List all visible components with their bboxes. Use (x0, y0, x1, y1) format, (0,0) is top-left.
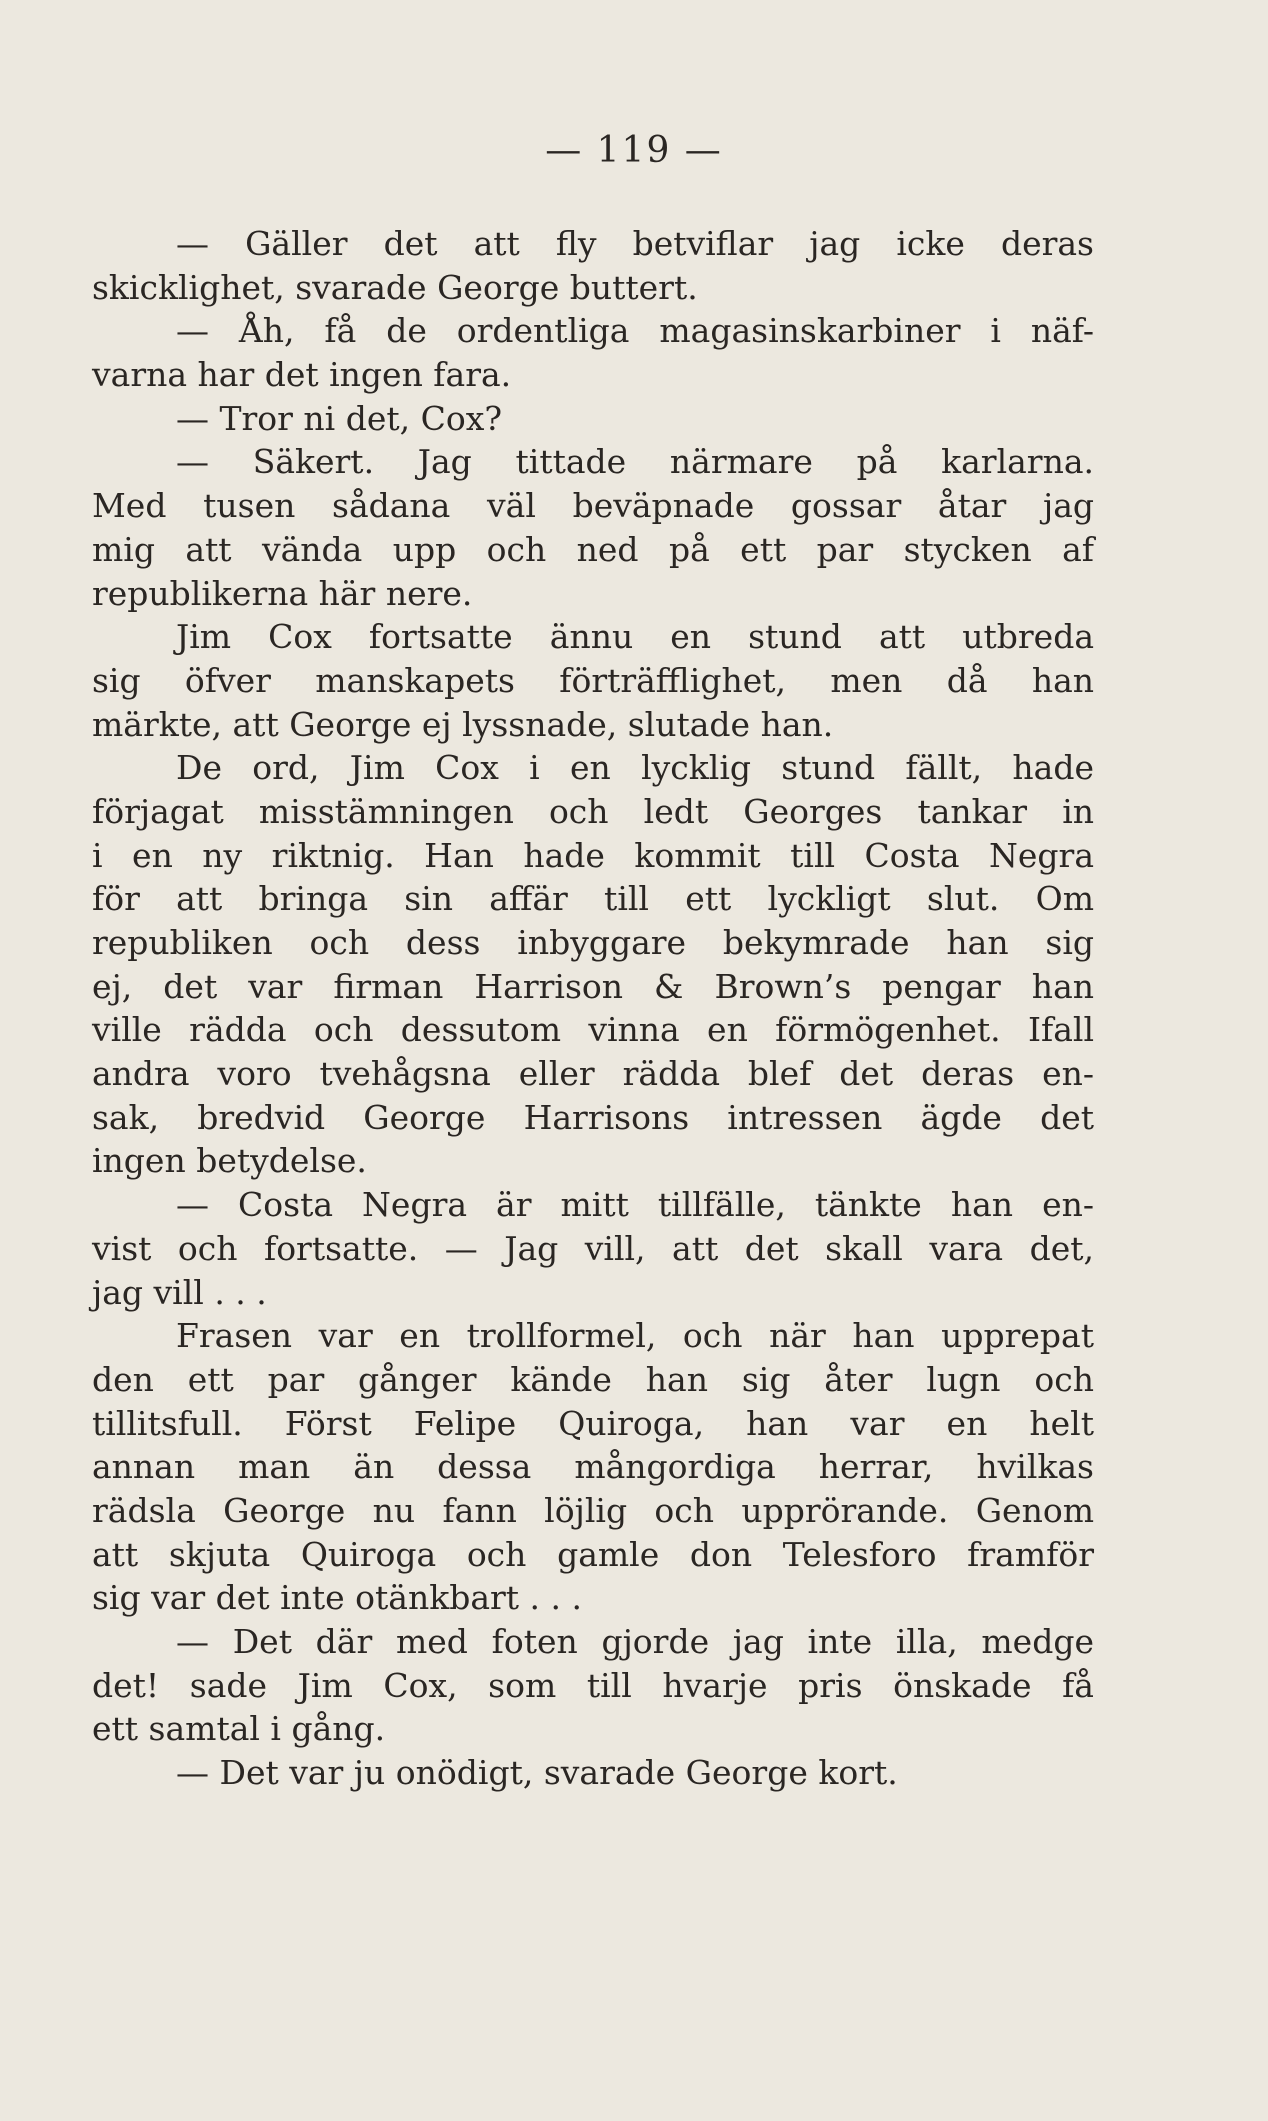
text-line: — Tror ni det, Cox? (176, 398, 503, 438)
text-line: sig var det inte otänkbart . . . (92, 1578, 583, 1618)
text-line: ingen betydelse. (92, 1141, 367, 1181)
text-line: rädsla George nu fann löjlig och upprörande. Genom (92, 1490, 1094, 1530)
text-line: — Åh, få de ordentliga magasinskarbiner i näf- (176, 311, 1094, 351)
text-line: — Det var ju onödigt, svarade George kort. (176, 1753, 898, 1793)
text-line: tillitsfull. Först Felipe Quiroga, han var en helt (92, 1403, 1094, 1443)
text-line: — Det där med foten gjorde jag inte illa, medge (176, 1622, 1094, 1661)
text-line: märkte, att George ej lyssnade, slutade han. (92, 704, 834, 744)
text-line: — Säkert. Jag tittade närmare på karlarna. (176, 442, 1094, 482)
text-line: Med tusen sådana väl beväpnade gossar åtar jag (92, 486, 1094, 526)
text-line: Frasen var en trollformel, och när han upprepat (176, 1316, 1094, 1356)
text-line: De ord, Jim Cox i en lycklig stund fällt, hade (176, 748, 1094, 788)
text-line: den ett par gånger kände han sig åter lugn och (92, 1359, 1094, 1399)
text-line: ett samtal i gång. (92, 1709, 386, 1749)
text-line: republiken och dess inbyggare bekymrade han sig (92, 923, 1094, 962)
text-line: republikerna här nere. (92, 573, 473, 613)
text-line: i en ny riktnig. Han hade kommit till Costa Negra (92, 835, 1094, 875)
text-line: förjagat misstämningen och ledt Georges tankar in (92, 791, 1094, 831)
text-line: ej, det var firman Harrison & Brown’s pengar han (92, 966, 1094, 1006)
text-line: skicklighet, svarade George buttert. (92, 267, 698, 307)
text-line: sig öfver manskapets förträfflighet, men då han (92, 660, 1094, 700)
text-line: vist och fortsatte. — Jag vill, att det skall vara det, (92, 1228, 1094, 1268)
text-line: varna har det ingen fara. (92, 355, 512, 395)
text-line: det! sade Jim Cox, som till hvarje pris önskade få (92, 1665, 1094, 1705)
text-line: mig att vända upp och ned på ett par stycken af (92, 529, 1094, 569)
text-line: annan man än dessa mångordiga herrar, hvilkas (92, 1447, 1094, 1487)
text-line: ville rädda och dessutom vinna en förmögenhet. Ifall (92, 1010, 1094, 1050)
text-line: andra voro tvehågsna eller rädda blef det deras en- (92, 1054, 1094, 1094)
text-line: — Gäller det att fly betviflar jag icke deras (176, 224, 1094, 263)
text-line: — Costa Negra är mitt tillfälle, tänkte han en- (176, 1185, 1094, 1225)
text-line: sak, bredvid George Harrisons intressen ägde det (92, 1097, 1094, 1137)
text-line: för att bringa sin affär till ett lyckligt slut. Om (92, 879, 1094, 919)
text-line: jag vill . . . (92, 1272, 267, 1312)
text-line: att skjuta Quiroga och gamle don Telesforo framför (92, 1534, 1094, 1574)
body-text (92, 222, 1094, 1795)
page-number: — 119 — (545, 130, 723, 171)
text-line: Jim Cox fortsatte ännu en stund att utbreda (176, 617, 1094, 657)
